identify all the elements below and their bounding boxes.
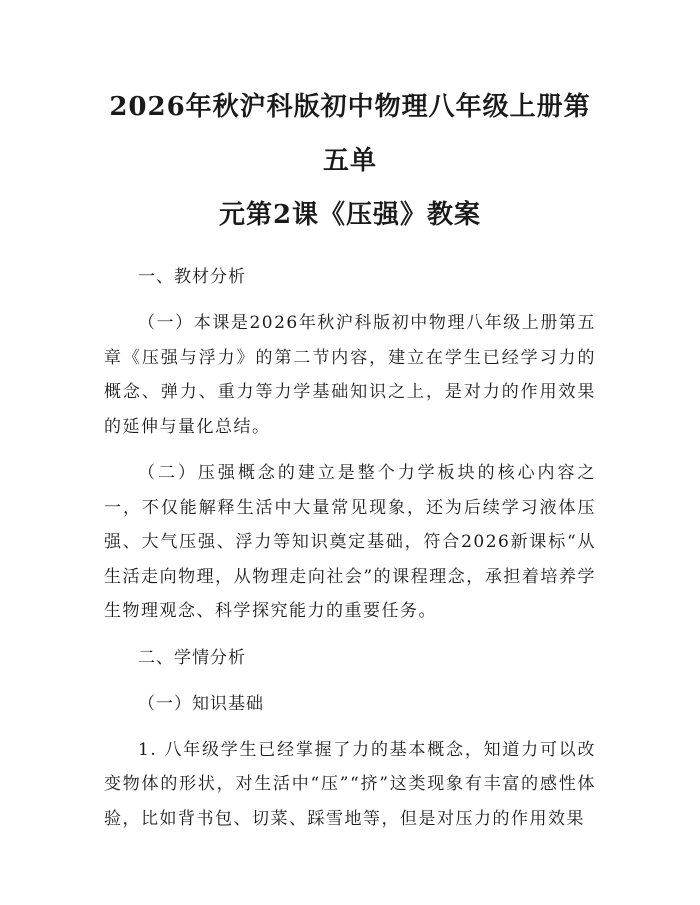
section-heading-textbook-analysis: 一、教材分析	[138, 267, 246, 287]
section-heading-student-analysis: 二、学情分析	[138, 647, 246, 668]
subheading-knowledge-basis: （一）知识基础	[138, 693, 264, 714]
paragraph-textbook-1: （一）本课是2026年秋沪科版初中物理八年级上册第五章《压强与浮力》的第二节内容，建立在学生已经学习力的概念、弹力、重力等力学基础知识之上，是对力的作用效果的延伸与量化总结。	[104, 313, 596, 437]
title-line-2: 元第2课《压强》教案	[218, 200, 482, 230]
document-title	[104, 80, 596, 242]
paragraph-textbook-2: （二）压强概念的建立是整个力学板块的核心内容之一，不仅能解释生活中大量常见现象，还为后续学习液体压强、大气压强、浮力等知识奠定基础，符合2026新课标“从生活走向物理，从物理走向社会”的课程理念，承担着培养学生物理观念、科学探究能力的重要任务。	[104, 463, 596, 621]
title-line-1: 2026年秋沪科版初中物理八年级上册第五单	[109, 92, 591, 176]
list-item-knowledge-1: 1. 八年级学生已经掌握了力的基本概念，知道力可以改变物体的形状，对生活中“压”“挤”这类现象有丰富的感性体验，比如背书包、切菜、踩雪地等，但是对压力的作用效果	[104, 739, 596, 829]
